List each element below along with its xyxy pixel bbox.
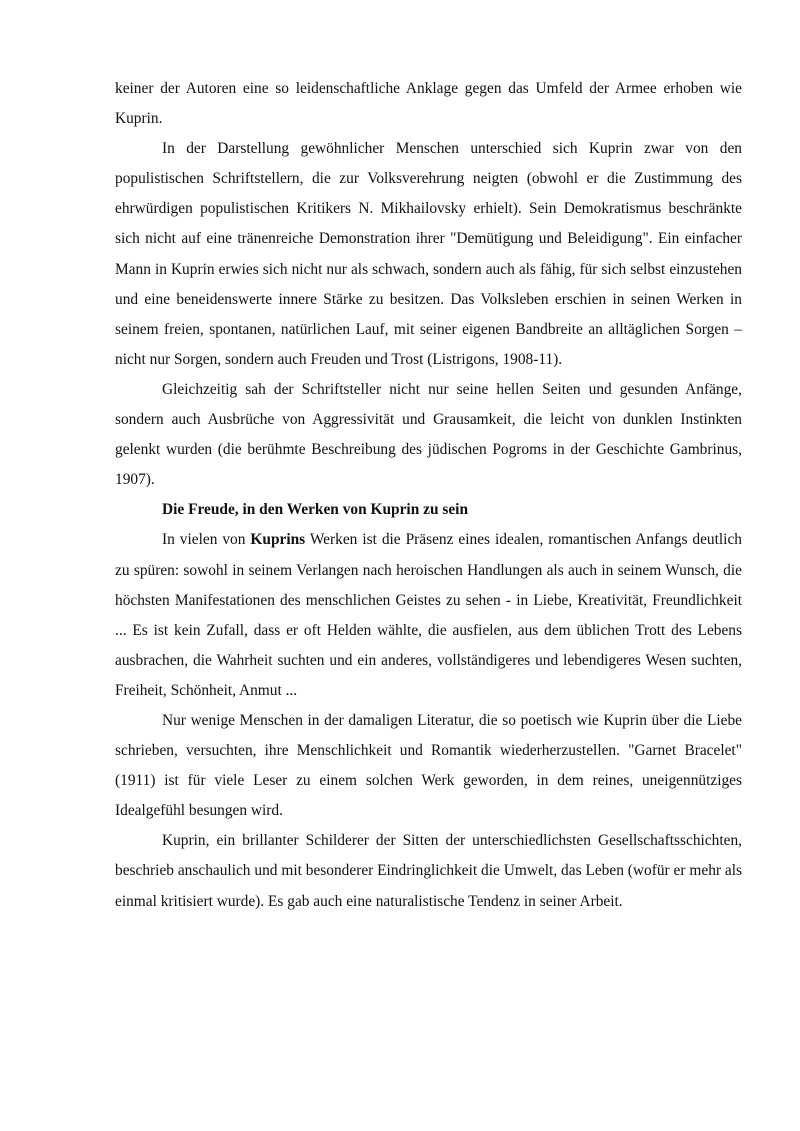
bold-author-name: Kuprins (250, 531, 306, 549)
paragraph-naturalistic-tendency: Kuprin, ein brillanter Schilderer der Sitten der unterschiedlichsten Gesellschaftsschichten, beschrieb anschaulich und mit besonderer Eindringlichkeit die Umwelt, das Leben (wofür er mehr als einmal kritisiert wurde). Es gab auch eine naturalistische Tendenz in seiner Arbeit. (115, 832, 742, 910)
paragraph-text-before: In vielen von (162, 531, 246, 549)
paragraph-romantic-beginning (115, 525, 742, 706)
paragraph-text-after: Werken ist die Präsenz eines idealen, romantischen Anfangs deutlich zu spüren: sowohl in seinem Verlangen nach heroischen Handlungen als auch in seinem Wunsch, die höchsten Manifestationen des menschlichen Geistes zu sehen - in Liebe, Kreativität, Freundlichkeit ... Es ist kein Zufall, dass er oft Helden wählte, die ausfielen, aus dem üblichen Trott des Lebens ausbrachen, die Wahrheit suchten und ein anderes, vollständigeres und lebendigeres Wesen suchten, Freiheit, Schönheit, Anmut ... (115, 531, 742, 699)
paragraph-ordinary-people: In der Darstellung gewöhnlicher Menschen unterschied sich Kuprin zwar von den populistischen Schriftstellern, die zur Volksverehrung neigten (obwohl er die Zustimmung des ehrwürdigen populistischen Kritikers N. Mikhailovsky erhielt). Sein Demokratismus beschränkte sich nicht auf eine tränenreiche Demonstration ihrer "Demütigung und Beleidigung". Ein einfacher Mann in Kuprin erwies sich nicht nur als schwach, sondern auch als fähig, für sich selbst einzustehen und eine beneidenswerte innere Stärke zu besitzen. Das Volksleben erschien in seinen Werken in seinem freien, spontanen, natürlichen Lauf, mit seiner eigenen Bandbreite an alltäglichen Sorgen – nicht nur Sorgen, sondern auch Freuden und Trost (Listrigons, 1908-11). (115, 140, 742, 368)
paragraph-continuation: keiner der Autoren eine so leidenschaftliche Anklage gegen das Umfeld der Armee erhoben wie Kuprin. (115, 80, 742, 128)
paragraph-dark-instincts: Gleichzeitig sah der Schriftsteller nicht nur seine hellen Seiten und gesunden Anfänge, sondern auch Ausbrüche von Aggressivität und Grausamkeit, die leicht von dunklen Instinkten gelenkt wurden (die berühmte Beschreibung des jüdischen Pogroms in der Geschichte Gambrinus, 1907). (115, 380, 742, 489)
document-page (115, 74, 742, 917)
section-heading: Die Freude, in den Werken von Kuprin zu sein (162, 501, 469, 519)
paragraph-love-poetry: Nur wenige Menschen in der damaligen Literatur, die so poetisch wie Kuprin über die Liebe schrieben, versuchten, ihre Menschlichkeit und Romantik wiederherzustellen. "Garnet Bracelet" (1911) ist für viele Leser zu einem solchen Werk geworden, in dem reines, uneigennütziges Idealgefühl besungen wird. (115, 711, 742, 820)
